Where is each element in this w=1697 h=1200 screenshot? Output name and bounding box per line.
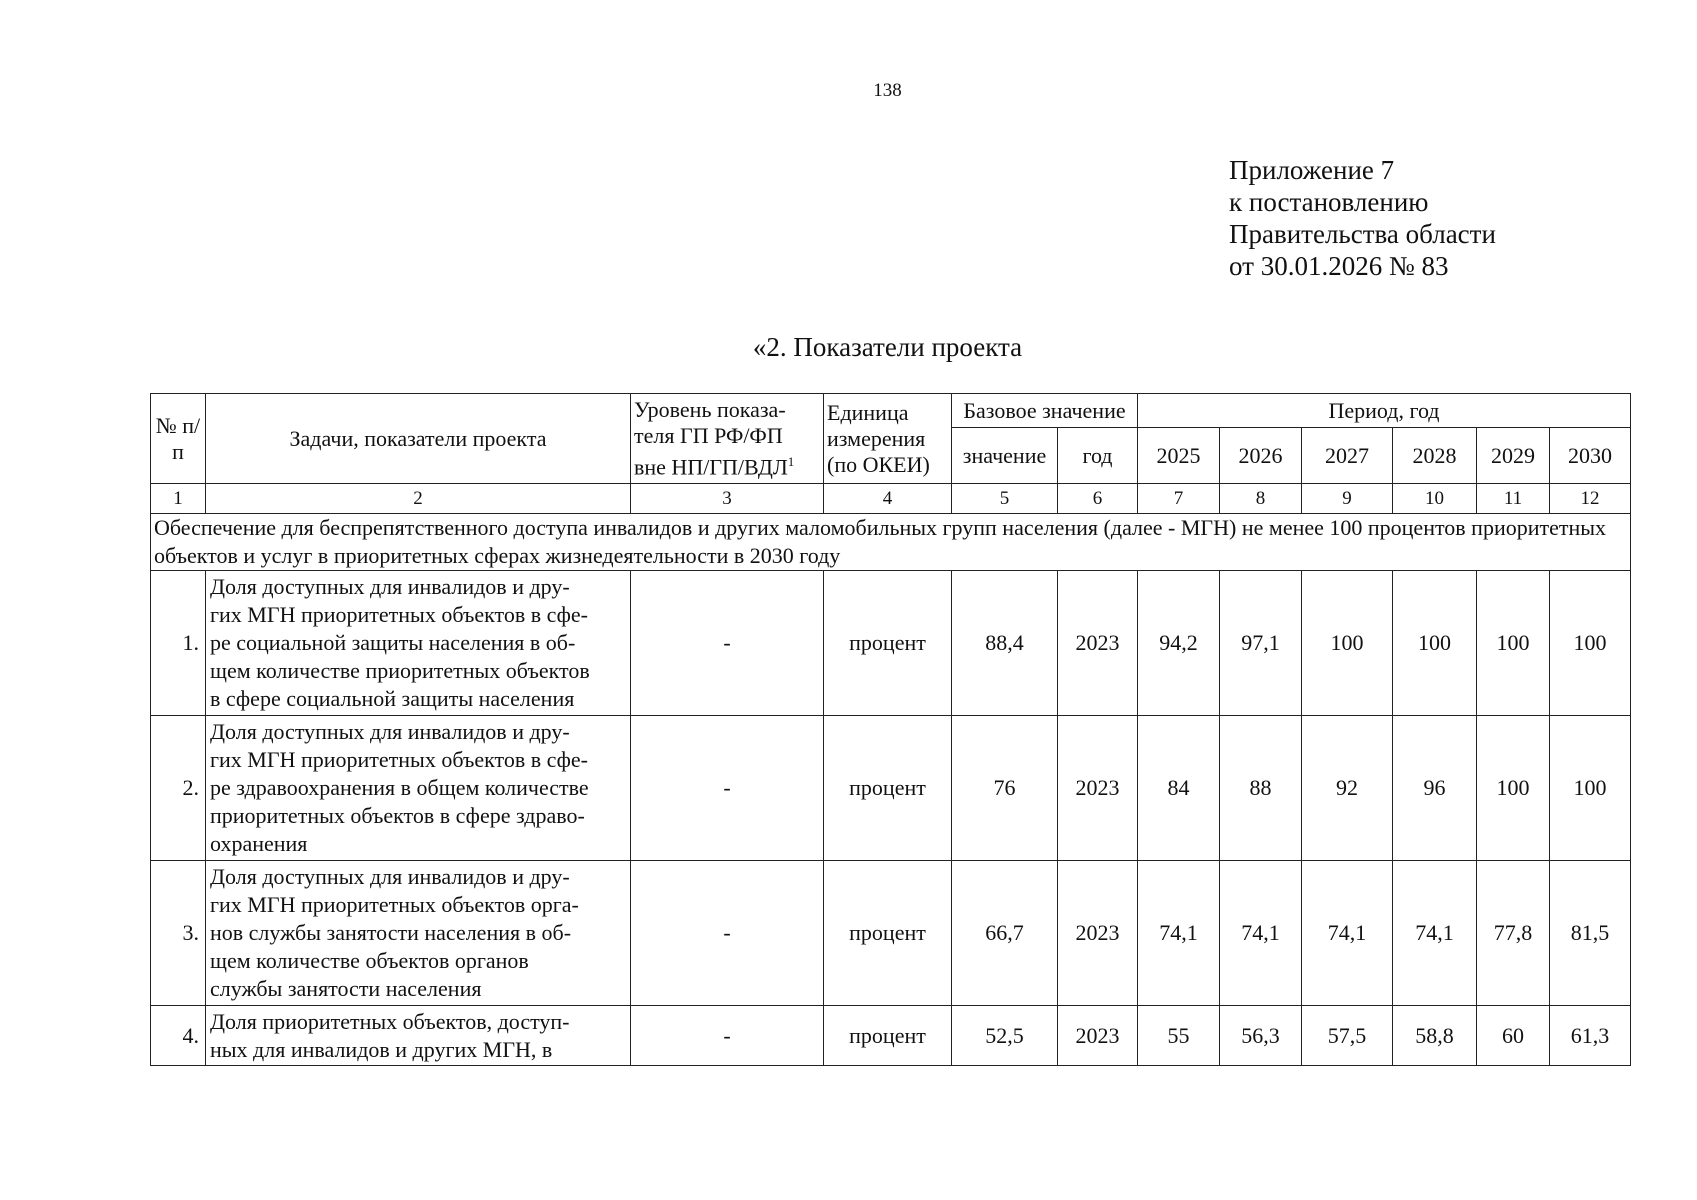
header-no: № п/п <box>151 394 206 484</box>
row-value-2025: 74,1 <box>1138 861 1220 1006</box>
row-task <box>206 1006 631 1066</box>
task-line: ре социальной защиты населения в об- <box>210 630 576 655</box>
row-value-2027: 57,5 <box>1302 1006 1393 1066</box>
row-value-2028: 100 <box>1393 571 1477 716</box>
column-number: 12 <box>1550 484 1631 514</box>
table-row <box>151 861 1631 1006</box>
row-base-value: 88,4 <box>952 571 1058 716</box>
task-line: ных для инвалидов и других МГН, в <box>210 1036 553 1062</box>
appendix-line: Приложение 7 <box>1229 155 1395 185</box>
table-row <box>151 571 1631 716</box>
row-base-year: 2023 <box>1058 1006 1138 1066</box>
header-tasks: Задачи, показатели проекта <box>206 394 631 484</box>
row-unit: процент <box>824 1006 952 1066</box>
appendix-line: к постановлению <box>1229 187 1429 217</box>
task-line: Доля доступных для инвалидов и дру- <box>210 864 570 889</box>
row-base-year: 2023 <box>1058 571 1138 716</box>
row-base-value: 52,5 <box>952 1006 1058 1066</box>
task-line: службы занятости населения <box>210 976 482 1001</box>
header-level-line: теля ГП РФ/ФП <box>634 422 783 448</box>
row-value-2028: 96 <box>1393 716 1477 861</box>
row-base-value: 76 <box>952 716 1058 861</box>
row-unit: процент <box>824 716 952 861</box>
column-number: 2 <box>206 484 631 514</box>
column-number: 8 <box>1220 484 1302 514</box>
row-unit: процент <box>824 861 952 1006</box>
row-value-2027: 74,1 <box>1302 861 1393 1006</box>
row-task <box>206 716 631 861</box>
row-base-year: 2023 <box>1058 716 1138 861</box>
header-level-line: вне НП/ГП/ВДЛ <box>634 454 788 480</box>
section-row <box>151 514 1631 571</box>
header-unit-line: измерения <box>827 425 926 451</box>
header-unit-line: Единица <box>827 399 909 425</box>
section-heading: Обеспечение для беспрепятственного доступа инвалидов и других маломобильных групп населения (далее - МГН) не менее 100 процентов приоритетных объектов и услуг в приоритетных сферах жизнедеятельности в 2030 году <box>151 514 1631 571</box>
row-number: 4. <box>151 1006 206 1066</box>
header-level <box>631 394 824 484</box>
table-row <box>151 1006 1631 1066</box>
appendix-line: от 30.01.2026 № 83 <box>1229 251 1449 281</box>
row-value-2025: 84 <box>1138 716 1220 861</box>
row-task <box>206 571 631 716</box>
row-value-2027: 100 <box>1302 571 1393 716</box>
row-number: 2. <box>151 716 206 861</box>
header-year: 2027 <box>1302 428 1393 484</box>
indicators-table <box>150 393 1631 1066</box>
header-unit <box>824 394 952 484</box>
row-level: - <box>631 716 824 861</box>
row-value-2029: 60 <box>1477 1006 1550 1066</box>
header-period: Период, год <box>1138 394 1631 428</box>
row-base-value: 66,7 <box>952 861 1058 1006</box>
header-year: 2026 <box>1220 428 1302 484</box>
task-line: охранения <box>210 831 308 856</box>
header-year: 2030 <box>1550 428 1631 484</box>
row-value-2029: 77,8 <box>1477 861 1550 1006</box>
column-numbers-row <box>151 484 1631 514</box>
row-value-2026: 88 <box>1220 716 1302 861</box>
task-line: гих МГН приоритетных объектов в сфе- <box>210 602 588 627</box>
task-line: Доля приоритетных объектов, доступ- <box>210 1008 570 1034</box>
row-value-2028: 74,1 <box>1393 861 1477 1006</box>
task-line: гих МГН приоритетных объектов в сфе- <box>210 747 588 772</box>
row-unit: процент <box>824 571 952 716</box>
task-line: Доля доступных для инвалидов и дру- <box>210 719 570 744</box>
column-number: 1 <box>151 484 206 514</box>
task-line: щем количестве приоритетных объектов <box>210 658 590 683</box>
task-line: щем количестве объектов органов <box>210 948 529 973</box>
row-value-2030: 100 <box>1550 716 1631 861</box>
footnote-marker: 1 <box>787 453 795 469</box>
column-number: 3 <box>631 484 824 514</box>
column-number: 11 <box>1477 484 1550 514</box>
row-value-2026: 74,1 <box>1220 861 1302 1006</box>
column-number: 9 <box>1302 484 1393 514</box>
column-number: 7 <box>1138 484 1220 514</box>
task-line: приоритетных объектов в сфере здраво- <box>210 803 585 828</box>
task-line: ре здравоохранения в общем количестве <box>210 775 589 800</box>
row-base-year: 2023 <box>1058 861 1138 1006</box>
column-number: 4 <box>824 484 952 514</box>
row-value-2025: 94,2 <box>1138 571 1220 716</box>
column-number: 6 <box>1058 484 1138 514</box>
row-number: 1. <box>151 571 206 716</box>
page-number: 138 <box>873 80 902 101</box>
header-base: Базовое значение <box>952 394 1138 428</box>
row-number: 3. <box>151 861 206 1006</box>
header-unit-line: (по ОКЕИ) <box>827 451 930 477</box>
row-value-2025: 55 <box>1138 1006 1220 1066</box>
task-line: в сфере социальной защиты населения <box>210 686 575 711</box>
row-value-2026: 97,1 <box>1220 571 1302 716</box>
column-number: 5 <box>952 484 1058 514</box>
row-value-2030: 100 <box>1550 571 1631 716</box>
header-year: 2028 <box>1393 428 1477 484</box>
row-level: - <box>631 1006 824 1066</box>
column-number: 10 <box>1393 484 1477 514</box>
header-year: 2029 <box>1477 428 1550 484</box>
row-value-2027: 92 <box>1302 716 1393 861</box>
appendix-line: Правительства области <box>1229 219 1496 249</box>
task-line: гих МГН приоритетных объектов орга- <box>210 892 579 917</box>
row-task <box>206 861 631 1006</box>
row-level: - <box>631 861 824 1006</box>
row-value-2026: 56,3 <box>1220 1006 1302 1066</box>
row-value-2030: 81,5 <box>1550 861 1631 1006</box>
document-title: «2. Показатели проекта <box>752 332 1023 362</box>
table-row <box>151 716 1631 861</box>
row-value-2029: 100 <box>1477 571 1550 716</box>
row-value-2029: 100 <box>1477 716 1550 861</box>
row-value-2030: 61,3 <box>1550 1006 1631 1066</box>
appendix-block <box>1229 154 1496 282</box>
task-line: Доля доступных для инвалидов и дру- <box>210 574 570 599</box>
row-value-2028: 58,8 <box>1393 1006 1477 1066</box>
header-level-line: Уровень показа- <box>634 396 786 422</box>
header-base-year: год <box>1058 428 1138 484</box>
task-line: нов службы занятости населения в об- <box>210 920 572 945</box>
header-year: 2025 <box>1138 428 1220 484</box>
row-level: - <box>631 571 824 716</box>
header-base-value: значение <box>952 428 1058 484</box>
